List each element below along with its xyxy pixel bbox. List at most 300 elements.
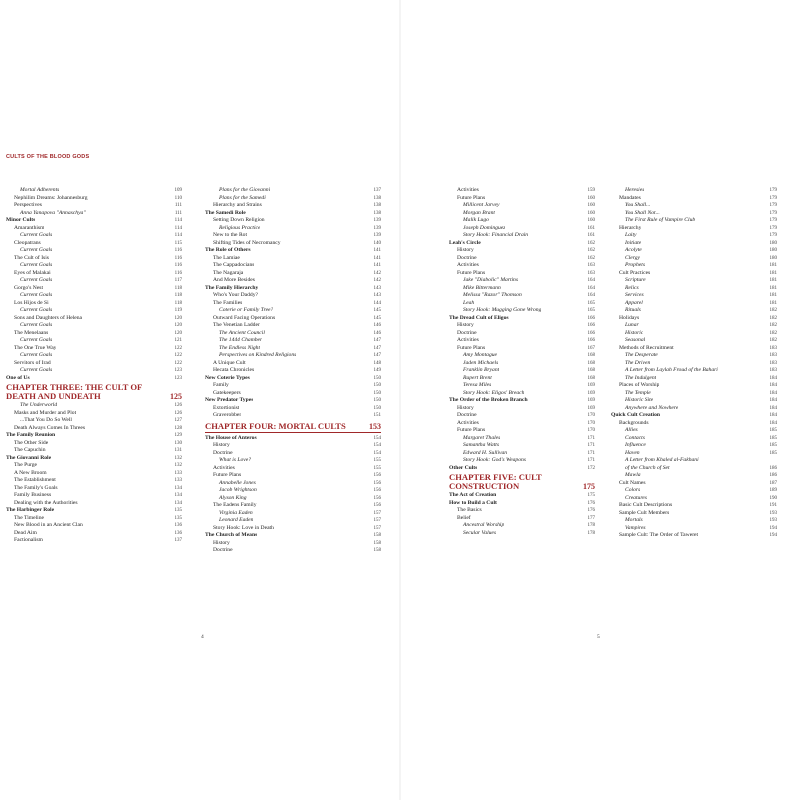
toc-entry-page: 134 — [174, 500, 182, 506]
toc-entry-title: History — [213, 539, 230, 546]
toc-entry — [6, 187, 182, 195]
toc-entry-page: 118 — [174, 300, 182, 306]
toc-entry — [449, 427, 595, 435]
toc-entry-page: 116 — [174, 248, 182, 253]
toc-entry-page: 150 — [373, 398, 381, 403]
toc-entry — [205, 495, 381, 503]
toc-entry-page: 181 — [769, 285, 777, 291]
toc-entry-title: Setting Down Religion — [213, 217, 265, 223]
toc-entry-title: Perspectives — [14, 202, 42, 208]
toc-entry-page: 138 — [373, 203, 381, 208]
toc-entry-title: Acolyte — [625, 247, 642, 253]
toc-entry-title: of the Church of Set — [625, 464, 670, 471]
toc-entry — [611, 315, 777, 323]
toc-entry-page: 146 — [373, 323, 381, 328]
toc-entry-page: 128 — [174, 425, 182, 431]
toc-entry-page: 118 — [174, 293, 182, 298]
toc-entry — [205, 232, 381, 240]
toc-entry-title: Teresa Miles — [463, 382, 492, 388]
toc-entry-page: 182 — [769, 323, 777, 328]
toc-entry — [6, 195, 182, 203]
toc-entry-page: 171 — [587, 443, 595, 448]
toc-entry — [611, 382, 777, 390]
toc-entry-title: And More Besides — [213, 277, 255, 283]
toc-entry-title: Basic Cult Descriptions — [619, 502, 673, 508]
toc-entry-page: 180 — [769, 240, 777, 246]
toc-entry — [6, 345, 182, 353]
toc-entry — [6, 300, 182, 308]
toc-entry-title: Activities — [457, 337, 479, 343]
toc-entry-title: Malik Lugo — [463, 217, 489, 223]
toc-entry-page: 185 — [769, 443, 777, 448]
chapter-heading — [449, 473, 595, 491]
toc-entry-title: Amaranthism — [14, 224, 45, 231]
toc-entry-page: 150 — [373, 383, 381, 388]
toc-entry — [449, 217, 595, 225]
toc-entry-page: 125 — [170, 392, 182, 401]
toc-entry-title: The Endless Night — [219, 344, 261, 351]
toc-entry-page: 181 — [769, 270, 777, 276]
toc-entry-page: 166 — [587, 338, 595, 343]
toc-entry-title: Clergy — [625, 254, 641, 261]
toc-entry — [449, 382, 595, 390]
toc-entry — [611, 337, 777, 345]
toc-entry-page: 184 — [769, 405, 777, 411]
toc-entry-title: Allies — [625, 427, 638, 433]
toc-entry-title: Doctrine — [457, 254, 477, 261]
toc-entry-title: New to the Rot — [213, 232, 248, 238]
toc-entry-page: 171 — [587, 450, 595, 456]
toc-entry-page: 158 — [373, 533, 381, 538]
toc-entry-title: The Basics — [457, 507, 482, 513]
toc-entry-title: Morgan Brant — [463, 209, 495, 216]
toc-entry-page: 178 — [587, 523, 595, 528]
toc-entry-title: Anna Yanapova "Annaschya" — [20, 209, 86, 216]
toc-entry-title: Heresies — [625, 187, 645, 193]
toc-entry-title: Secular Values — [463, 529, 497, 536]
toc-entry-title: You Shall... — [625, 202, 651, 208]
toc-entry-page: 156 — [373, 473, 381, 478]
toc-entry-title: The Dread Cult of Eligos — [449, 314, 509, 321]
toc-entry — [449, 522, 595, 530]
toc-entry — [449, 240, 595, 248]
toc-entry-page: 157 — [373, 510, 381, 516]
toc-entry-title: The Families — [213, 299, 243, 306]
toc-entry-title: Gatekeepers — [213, 389, 241, 396]
toc-entry-page: 166 — [587, 315, 595, 321]
chapter-heading — [6, 383, 182, 401]
toc-entry-page: 181 — [769, 278, 777, 283]
toc-entry-page: 123 — [174, 375, 182, 381]
toc-entry-page: 115 — [174, 240, 182, 246]
toc-entry-title: The Cult of Isis — [14, 254, 49, 261]
toc-entry-title: Dead Aim — [14, 529, 37, 536]
toc-entry-title: The Indulgent — [625, 374, 657, 381]
toc-entry — [6, 530, 182, 538]
toc-entry — [6, 425, 182, 433]
toc-entry — [205, 487, 381, 495]
toc-entry-page: 179 — [769, 210, 777, 216]
toc-entry — [449, 420, 595, 428]
toc-entry — [6, 367, 182, 375]
toc-entry — [449, 337, 595, 345]
toc-entry-title: Story Hook: God's Weapons — [463, 457, 526, 463]
toc-entry-title: Coterie or Family Tree? — [219, 307, 274, 313]
toc-entry-title: Sons and Daughters of Helena — [14, 314, 83, 321]
toc-entry-title: The House of Anteros — [205, 434, 257, 441]
toc-entry — [449, 352, 595, 360]
toc-entry — [6, 470, 182, 478]
toc-entry — [611, 225, 777, 233]
toc-entry-page: 143 — [373, 285, 381, 291]
toc-entry — [205, 525, 381, 533]
toc-entry — [6, 292, 182, 300]
toc-entry — [6, 485, 182, 493]
toc-entry-title: Apparel — [625, 299, 643, 306]
toc-entry — [205, 502, 381, 510]
toc-entry-title: Current Goals — [20, 292, 53, 298]
toc-entry-title: Minor Cults — [6, 217, 36, 223]
toc-entry-title: Hecata Chronicles — [213, 367, 255, 373]
toc-entry-page: 145 — [373, 308, 381, 313]
toc-entry-page: 194 — [769, 525, 777, 531]
toc-entry — [6, 360, 182, 368]
toc-entry-page: 179 — [769, 218, 777, 223]
toc-entry-page: 184 — [769, 398, 777, 403]
toc-entry — [611, 262, 777, 270]
toc-entry-title: The Purge — [14, 462, 38, 468]
toc-entry — [6, 330, 182, 338]
toc-entry-page: 176 — [587, 500, 595, 506]
toc-entry-title: Mortals — [625, 517, 643, 523]
toc-entry — [205, 405, 381, 413]
toc-entry-title: A New Broom — [14, 469, 47, 476]
toc-entry-page: 189 — [769, 488, 777, 493]
toc-entry-title: Activities — [457, 262, 479, 268]
toc-entry-title: Current Goals — [20, 247, 53, 253]
toc-entry-page: 183 — [769, 368, 777, 373]
toc-entry — [611, 450, 777, 458]
toc-entry-page: 120 — [174, 323, 182, 328]
toc-entry — [449, 262, 595, 270]
toc-entry-page: 117 — [174, 278, 182, 283]
toc-entry-page: 159 — [587, 188, 595, 193]
toc-entry — [205, 457, 381, 465]
toc-entry — [205, 210, 381, 218]
toc-entry — [205, 450, 381, 458]
toc-entry — [6, 247, 182, 255]
toc-entry — [611, 240, 777, 248]
toc-entry-page: 190 — [769, 495, 777, 501]
toc-entry-title: Story Hook: Eligos' Breach — [463, 389, 525, 396]
toc-entry-page: 161 — [587, 225, 595, 231]
toc-entry — [611, 525, 777, 533]
toc-entry-title: Services — [625, 292, 644, 298]
toc-entry-page: 185 — [769, 450, 777, 456]
toc-entry-page: 139 — [373, 225, 381, 231]
toc-entry-title: Leonard Eaden — [219, 517, 254, 523]
toc-entry — [449, 492, 595, 500]
toc-entry — [449, 450, 595, 458]
toc-entry-title: Seasonal — [625, 337, 646, 343]
toc-entry-title: Current Goals — [20, 277, 53, 283]
toc-entry-title: What is Love? — [219, 457, 252, 463]
toc-entry-title: The Act of Creation — [449, 492, 497, 498]
toc-entry-page: 163 — [587, 270, 595, 276]
toc-entry-title: Activities — [457, 419, 479, 426]
toc-entry-title: New Coterie Types — [205, 374, 250, 381]
toc-entry-title: The Driven — [625, 359, 651, 366]
toc-entry — [205, 202, 381, 210]
toc-entry-title: Leah — [463, 299, 475, 306]
toc-entry — [611, 270, 777, 278]
toc-entry-title: Lunar — [625, 322, 639, 328]
toc-entry — [205, 195, 381, 203]
toc-entry-title: Rupert Brent — [463, 374, 492, 381]
toc-entry-title: The Nagaraja — [213, 269, 244, 276]
toc-entry-title: Mandates — [619, 194, 641, 201]
toc-entry-title: Who's Your Daddy? — [213, 292, 258, 298]
toc-entry-title: The Capuchin — [14, 447, 46, 453]
toc-entry — [205, 397, 381, 405]
toc-entry-title: Future Plans — [457, 194, 486, 201]
toc-entry-title: Mike Bittermann — [463, 284, 501, 291]
toc-entry-page: 169 — [587, 383, 595, 388]
toc-entry — [205, 277, 381, 285]
toc-entry-title: History — [213, 442, 230, 448]
toc-entry-title: The Temple — [625, 389, 651, 396]
toc-entry — [449, 232, 595, 240]
toc-entry-page: 180 — [769, 248, 777, 253]
toc-entry — [611, 442, 777, 450]
toc-entry — [6, 202, 182, 210]
toc-entry — [611, 457, 777, 465]
toc-entry-title: Holidays — [619, 314, 640, 321]
toc-entry-page: 138 — [373, 195, 381, 201]
toc-entry-page: 168 — [587, 368, 595, 373]
toc-entry-page: 172 — [587, 465, 595, 471]
toc-entry-page: 181 — [769, 263, 777, 268]
toc-entry-page: 111 — [174, 203, 182, 208]
toc-entry-title: Leah's Circle — [449, 239, 481, 246]
toc-entry-page: 164 — [587, 285, 595, 291]
toc-entry-title: Anywhere and Nowhere — [625, 404, 679, 411]
toc-entry-title: How to Build a Cult — [449, 499, 497, 506]
toc-entry-page: 184 — [769, 420, 777, 426]
toc-entry — [611, 307, 777, 315]
toc-entry-title: Current Goals — [20, 232, 53, 238]
toc-entry — [449, 307, 595, 315]
toc-entry-page: 116 — [174, 255, 182, 261]
toc-entry — [205, 300, 381, 308]
toc-entry-title: Hierarchy and Strains — [213, 202, 262, 208]
toc-entry-page: 183 — [769, 345, 777, 351]
toc-entry — [449, 322, 595, 330]
toc-entry-title: Doctrine — [457, 329, 477, 336]
toc-entry — [6, 337, 182, 345]
toc-entry-page: 116 — [174, 263, 182, 268]
toc-entry — [611, 195, 777, 203]
toc-entry-page: 164 — [587, 293, 595, 298]
toc-entry-title: Cult Names — [619, 479, 646, 486]
toc-entry — [449, 412, 595, 420]
toc-entry-page: 169 — [587, 405, 595, 411]
toc-entry-page: 114 — [174, 233, 182, 238]
toc-entry-title: Future Plans — [457, 427, 486, 433]
toc-entry — [6, 225, 182, 233]
toc-entry-page: 133 — [174, 470, 182, 476]
toc-entry — [611, 420, 777, 428]
toc-entry — [449, 330, 595, 338]
toc-entry-page: 139 — [373, 233, 381, 238]
toc-entry-page: 162 — [587, 240, 595, 246]
toc-entry — [611, 352, 777, 360]
toc-entry — [449, 345, 595, 353]
toc-entry-page: 150 — [373, 375, 381, 381]
toc-entry-title: Graverobber — [213, 412, 242, 418]
toc-entry-title: The Samedi Role — [205, 209, 246, 216]
toc-entry-page: 194 — [769, 533, 777, 538]
toc-entry-page: 182 — [769, 315, 777, 321]
toc-entry-title: Melissa "Razor" Thomson — [463, 292, 522, 298]
toc-entry-title: Samantha Watts — [463, 442, 500, 448]
toc-entry-title: Historic — [625, 329, 644, 336]
toc-entry — [611, 330, 777, 338]
toc-entry — [449, 292, 595, 300]
toc-entry-title: Outward Facing Operations — [213, 314, 276, 321]
toc-entry — [205, 435, 381, 443]
toc-entry — [6, 232, 182, 240]
toc-entry-title: Doctrine — [213, 547, 233, 553]
toc-entry-page: 186 — [769, 465, 777, 471]
toc-entry — [6, 500, 182, 508]
toc-entry-page: 127 — [174, 418, 182, 423]
toc-entry — [205, 262, 381, 270]
toc-entry-title: Margaret Thales — [463, 434, 501, 441]
toc-entry — [6, 255, 182, 263]
toc-entry-page: 114 — [174, 218, 182, 223]
toc-entry — [6, 315, 182, 323]
toc-entry — [6, 417, 182, 425]
toc-entry — [449, 500, 595, 508]
toc-entry-page: 111 — [174, 210, 182, 216]
toc-entry-page: 130 — [174, 440, 182, 446]
toc-entry-page: 158 — [373, 548, 381, 553]
toc-entry-title: The Family Hierarchy — [205, 284, 259, 291]
toc-entry-title: Ancestral Worship — [463, 522, 505, 528]
toc-entry-page: 141 — [373, 255, 381, 261]
toc-entry-title: Cleopatrans — [14, 239, 41, 246]
running-head: CULTS OF THE BLOOD GODS — [6, 154, 90, 160]
toc-entry-page: 131 — [174, 448, 182, 453]
toc-entry-title: Quick Cult Creation — [611, 412, 660, 418]
toc-entry — [205, 367, 381, 375]
toc-entry — [6, 410, 182, 418]
toc-entry — [611, 510, 777, 518]
toc-entry — [449, 507, 595, 515]
toc-entry — [6, 455, 182, 463]
toc-entry-page: 156 — [373, 503, 381, 508]
toc-entry-page: 191 — [769, 503, 777, 508]
toc-entry-page: 134 — [174, 485, 182, 491]
chapter-heading — [205, 421, 381, 433]
toc-entry-title: Joseph Dominguez — [463, 224, 506, 231]
toc-entry-title: The Cappadocians — [213, 262, 255, 268]
toc-entry-title: Current Goals — [20, 307, 53, 313]
toc-entry — [449, 285, 595, 293]
toc-entry — [205, 465, 381, 473]
toc-entry-title: Doctrine — [457, 412, 477, 418]
toc-entry-page: 137 — [174, 538, 182, 543]
toc-entry — [205, 217, 381, 225]
toc-entry-title: Dealing with the Authorities — [14, 499, 78, 506]
toc-entry-page: 142 — [373, 270, 381, 276]
toc-entry-title: Scripture — [625, 277, 646, 283]
toc-entry — [449, 277, 595, 285]
toc-entry-page: 170 — [587, 413, 595, 418]
toc-entry-title: Sample Cult Members — [619, 509, 670, 516]
toc-entry-page: 151 — [373, 413, 381, 418]
toc-entry-title: The Church of Means — [205, 532, 258, 538]
toc-entry-title: Jake "Diabolic" Martins — [463, 277, 519, 283]
toc-entry-title: History — [457, 404, 474, 411]
toc-entry-page: 122 — [174, 360, 182, 366]
toc-entry-page: 182 — [769, 330, 777, 336]
toc-entry-page: 141 — [373, 248, 381, 253]
toc-entry-title: A Letter from Khaled al-Fakhani — [625, 457, 699, 463]
toc-entry — [6, 352, 182, 360]
toc-entry — [449, 530, 595, 538]
toc-entry-page: 167 — [587, 345, 595, 351]
toc-entry-page: 150 — [373, 405, 381, 411]
toc-entry-title: Family Business — [14, 492, 52, 498]
toc-entry-title: A Unique Cult — [213, 359, 246, 366]
toc-entry — [449, 315, 595, 323]
toc-entry-page: 176 — [587, 508, 595, 513]
toc-entry — [449, 397, 595, 405]
toc-entry — [6, 447, 182, 455]
toc-entry — [611, 292, 777, 300]
toc-entry-title: One of Us — [6, 374, 30, 381]
toc-entry-page: 156 — [373, 480, 381, 486]
toc-entry — [6, 402, 182, 410]
toc-entry-page: 163 — [587, 263, 595, 268]
toc-entry-title: Relics — [625, 284, 639, 291]
toc-entry — [205, 292, 381, 300]
toc-entry-title: Plans for the Samedi — [219, 194, 266, 201]
toc-entry — [611, 322, 777, 330]
toc-entry-page: 114 — [174, 225, 182, 231]
toc-entry — [6, 270, 182, 278]
toc-entry — [449, 360, 595, 368]
toc-entry-title: The Desperate — [625, 352, 658, 358]
toc-entry-title: The Underworld — [20, 402, 58, 408]
toc-entry-page: 160 — [587, 218, 595, 223]
toc-entry-page: 146 — [373, 330, 381, 336]
toc-entry-page: 144 — [373, 300, 381, 306]
toc-entry-title: Religious Practice — [219, 224, 261, 231]
toc-entry-page: 155 — [373, 465, 381, 471]
toc-entry — [611, 232, 777, 240]
toc-entry-title: Family — [213, 382, 229, 388]
toc-entry — [611, 300, 777, 308]
toc-entry — [205, 472, 381, 480]
toc-entry — [449, 187, 595, 195]
toc-entry-title: Story Hook: Mugging Gone Wrong — [463, 307, 542, 313]
page-number-right: 5 — [597, 634, 600, 640]
toc-entry-title: Plans for the Giovanni — [219, 187, 271, 193]
toc-entry — [205, 187, 381, 195]
